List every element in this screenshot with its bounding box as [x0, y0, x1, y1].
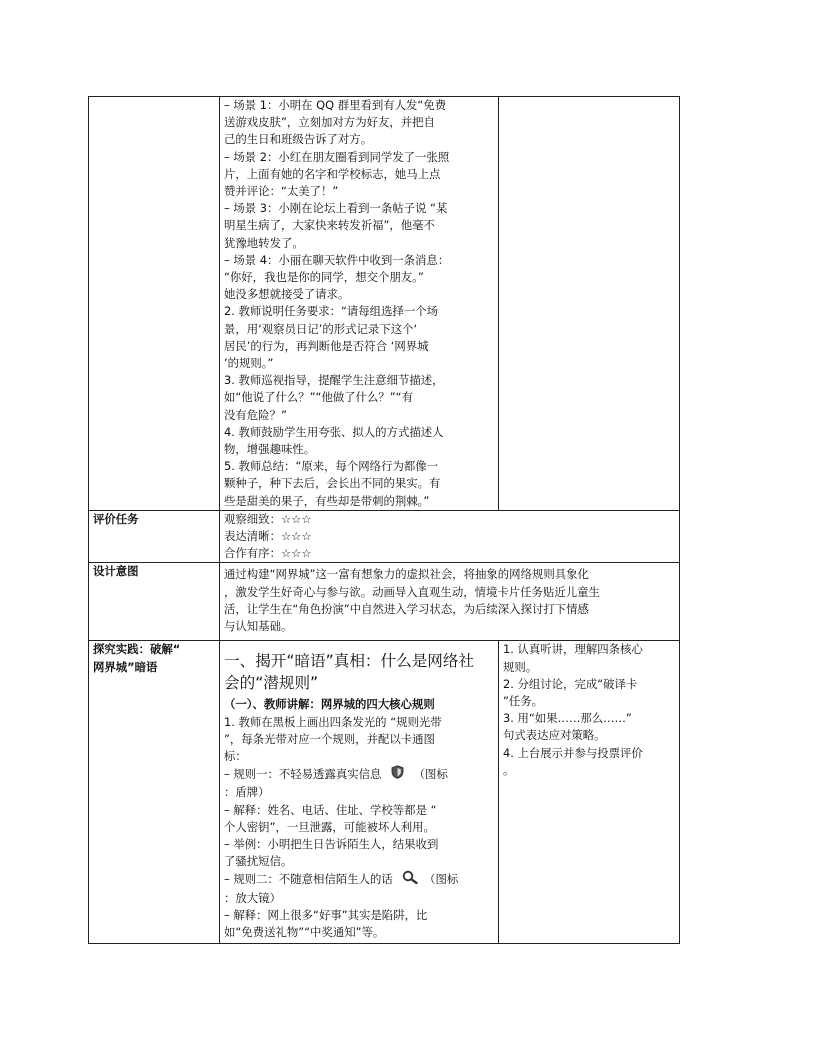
shield-icon [391, 765, 404, 784]
rule-one-line [224, 765, 494, 784]
text-line: 4. 上台展示并参与投票评价 [503, 745, 643, 760]
text-line: 颗种子，种下去后，会长出不同的果实。有 [224, 476, 441, 491]
text-line: 犹豫地转发了。 [224, 235, 304, 250]
text-line: 了骚扰短信。 [224, 854, 293, 869]
heading-line: 一、揭开“暗语”真相：什么是网络社 [224, 652, 475, 671]
text-line: 物，增强趣味性。 [224, 442, 316, 457]
text-line: 景，用‘观察员日记’的形式记录下这个‘ [224, 321, 418, 336]
text-line: 她没多想就接受了请求。 [224, 287, 350, 302]
text-line: – 举例：小明把生日告诉陌生人，结果收到 [224, 836, 439, 851]
text-line: 如“免费送礼物”“中奖通知”等。 [224, 924, 385, 939]
text-line: 与认知基础。 [224, 619, 293, 634]
text-line: 1. 教师在黑板上画出四条发光的 “规则光带 [224, 714, 442, 729]
text-line: 2. 分组讨论，完成“破译卡 [503, 676, 638, 691]
text-line: 句式表达应对策略。 [503, 728, 606, 743]
text-line: 3. 教师巡视指导，提醒学生注意细节描述， [224, 373, 444, 388]
text-line: 明星生病了，大家快来转发祈福”，他毫不 [224, 218, 435, 233]
magnifier-icon [402, 870, 418, 889]
text-line: – 解释：姓名、电话、住址、学校等都是 “ [224, 802, 437, 817]
text-line: 居民’的行为，再判断他是否符合 ‘网界城 [224, 338, 429, 353]
evaluation-label: 评价任务 [89, 510, 220, 563]
text-line: 2. 教师说明任务要求：“请每组选择一个场 [224, 304, 439, 319]
text-line: ，激发学生好奇心与参与欲。动画导入直观生动，情境卡片任务贴近儿童生 [224, 584, 600, 599]
rule-two-text: – 规则二：不随意相信陌生人的话 [224, 872, 393, 887]
text-line: ：盾牌） [224, 785, 270, 800]
text-line: 个人密钥”，一旦泄露，可能被坏人利用。 [224, 819, 435, 834]
rule-two-note: （图标 [424, 872, 459, 887]
design-intent-label: 设计意图 [89, 563, 220, 641]
text-line: 4. 教师鼓励学生用夸张、拟人的方式描述人 [224, 424, 444, 439]
text-line: 通过构建“网界城”这一富有想象力的虚拟社会，将抽象的网络规则具象化 [224, 567, 589, 582]
design-intent-row [89, 563, 680, 641]
scenario-content [220, 97, 499, 511]
evaluation-item: 观察细致：☆☆☆ [224, 511, 312, 526]
rule-one-text: – 规则一：不轻易透露真实信息 [224, 767, 382, 782]
evaluation-item: 表达清晰：☆☆☆ [224, 529, 312, 544]
rule-two-line [224, 870, 494, 889]
text-line: 如“他说了什么？”“他做了什么？”“有 [224, 390, 413, 405]
label-line: 探究实践：破解“ [93, 642, 181, 657]
text-line: 没有危险？” [224, 407, 287, 422]
evaluation-content [220, 510, 680, 563]
evaluation-item: 合作有序：☆☆☆ [224, 546, 312, 561]
text-line: ：放大镜） [224, 890, 281, 905]
text-line: 1. 认真听讲，理解四条核心 [503, 642, 643, 657]
subsection-heading: （一）、教师讲解：网界城的四大核心规则 [224, 697, 435, 712]
lesson-plan-table [88, 96, 680, 944]
text-line: 些是甜美的果子，有些却是带刺的荆棘。” [224, 493, 430, 508]
text-line: 赞并评论：“太美了！” [224, 184, 339, 199]
text-line: 己的生日和班级告诉了对方。 [224, 132, 373, 147]
text-line: ”任务。 [503, 693, 544, 708]
text-line: 规则。 [503, 659, 538, 674]
text-line: – 场景 1：小明在 QQ 群里看到有人发“免费 [224, 98, 447, 112]
scenario-row [89, 97, 680, 511]
exploration-label [89, 641, 220, 944]
text-line: “你好，我也是你的同学，想交个朋友。” [224, 270, 424, 285]
scenario-row-right [499, 97, 680, 511]
label-line: 网界城”暗语 [93, 659, 158, 674]
rule-one-note: （图标 [413, 767, 448, 782]
section-heading [224, 650, 494, 694]
text-line: 送游戏皮肤”，立刻加对方为好友，并把自 [224, 115, 435, 130]
text-line: – 场景 4：小丽在聊天软件中收到一条消息： [224, 252, 450, 267]
text-line: – 场景 2：小红在朋友圈看到同学发了一张照 [224, 149, 450, 164]
text-line: 标： [224, 748, 247, 763]
heading-line: 会的“潜规则” [224, 674, 319, 693]
text-line: 5. 教师总结：“原来，每个网络行为都像一 [224, 459, 439, 474]
exploration-row [89, 641, 680, 944]
text-line: 。 [503, 762, 515, 777]
exploration-content [220, 641, 499, 944]
text-line: ’的规则。” [224, 356, 274, 371]
text-line: 片，上面有她的名字和学校标志，她马上点 [224, 166, 441, 181]
text-line: – 解释：网上很多“好事”其实是陷阱，比 [224, 907, 428, 922]
evaluation-row [89, 510, 680, 563]
text-line: ”，每条光带对应一个规则，并配以卡通图 [224, 731, 435, 746]
text-line: – 场景 3：小刚在论坛上看到一条帖子说 “某 [224, 201, 448, 216]
text-line: 活，让学生在“角色扮演”中自然进入学习状态，为后续深入探讨打下情感 [224, 601, 589, 616]
scenario-row-label [89, 97, 220, 511]
student-activity [499, 641, 680, 944]
text-line: 3. 用“如果……那么……” [503, 711, 632, 726]
design-intent-content [220, 563, 680, 641]
